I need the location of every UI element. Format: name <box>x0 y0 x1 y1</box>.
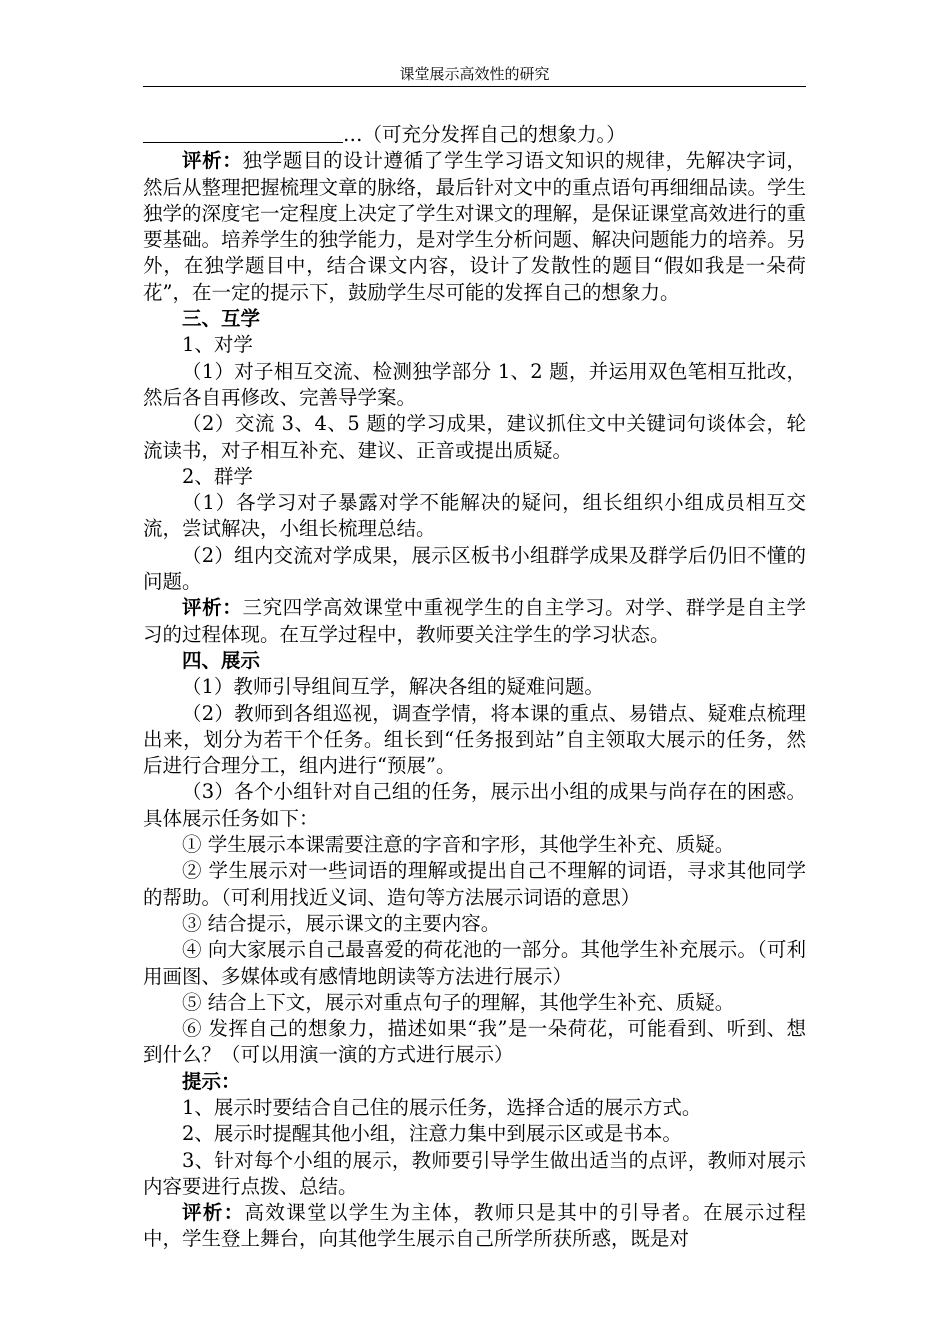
circled-item: ④ 向大家展示自己最喜爱的荷花池的一部分。其他学生补充展示。（可利用画图、多媒体或有感情地朗读等方法进行展示） <box>143 938 806 988</box>
tip-label: 提示： <box>182 1069 241 1093</box>
list-item: （1）教师引导组间互学，解决各组的疑难问题。 <box>182 675 604 699</box>
tip-item: 3、针对每个小组的展示，教师要引导学生做出适当的点评，教师对展示内容要进行点拨、总结。 <box>143 1148 806 1198</box>
analysis-text: 高效课堂以学生为主体，教师只是其中的引导者。在展示过程中，学生登上舞台，向其他学生展示自己所学所获所惑，既是对 <box>143 1201 806 1251</box>
list-item: （2）教师到各组巡视，调查学情，将本课的重点、易错点、疑难点梳理出来，划分为若干个任务。组长到“任务报到站”自主领取大展示的任务，然后进行合理分工，组内进行“预展”。 <box>143 701 806 778</box>
tip-item: 1、展示时要结合自己住的展示任务，选择合适的展示方式。 <box>182 1095 702 1119</box>
blank-line-text: …（可充分发挥自己的想象力。） <box>343 123 626 146</box>
fill-blank <box>143 124 343 143</box>
blank-line <box>143 122 806 148</box>
analysis-paragraph-3 <box>143 1200 806 1253</box>
section-heading-presentation: 四、展示 <box>182 648 261 672</box>
analysis-label: 评析： <box>182 1201 245 1225</box>
analysis-paragraph-2 <box>143 595 806 648</box>
page-header: 课堂展示高效性的研究 <box>399 65 550 83</box>
circled-item: ⑤ 结合上下文，展示对重点句子的理解，其他学生补充、质疑。 <box>182 990 735 1014</box>
subheading-group-learning: 2、群学 <box>182 464 253 488</box>
analysis-label: 评析： <box>182 149 243 173</box>
list-item: （1）对子相互交流、检测独学部分 1、2 题，并运用双色笔相互批改，然后各自再修改、完善导学案。 <box>143 359 806 409</box>
list-item: （3）各个小组针对自己组的任务，展示出小组的成果与尚存在的困惑。具体展示任务如下： <box>143 780 806 830</box>
document-body <box>143 122 806 1253</box>
header-rule <box>143 86 806 87</box>
list-item: （2）交流 3、4、5 题的学习成果，建议抓住文中关键词句谈体会，轮流读书，对子相互补充、建议、正音或提出质疑。 <box>143 412 806 462</box>
analysis-text: 独学题目的设计遵循了学生学习语文知识的规律，先解决字词，然后从整理把握梳理文章的脉络，最后针对文中的重点语句再细细品读。学生独学的深度宅一定程度上决定了学生对课文的理解，是保证课堂高效进行的重要基础。培养学生的独学能力，是对学生分析问题、解决问题能力的培养。另外，在独学题目中，结合课文内容，设计了发散性的题目“假如我是一朵荷花”，在一定的提示下，鼓励学生尽可能的发挥自己的想象力。 <box>143 149 807 304</box>
circled-item: ② 学生展示对一些词语的理解或提出自己不理解的词语，寻求其他同学的帮助。（可利用找近义词、造句等方法展示词语的意思） <box>143 859 806 909</box>
circled-item: ⑥ 发挥自己的想象力，描述如果“我”是一朵荷花，可能看到、听到、想到什么？（可以用演一演的方式进行展示） <box>143 1017 806 1067</box>
list-item: （2）组内交流对学成果，展示区板书小组群学成果及群学后仍旧不懂的问题。 <box>143 543 806 594</box>
list-item: （1）各学习对子暴露对学不能解决的疑问，组长组织小组成员相互交流，尝试解决，小组长梳理总结。 <box>143 491 806 541</box>
analysis-paragraph-1 <box>143 148 806 306</box>
section-heading-mutual-learning: 三、互学 <box>182 307 261 331</box>
circled-item: ③ 结合提示，展示课文的主要内容。 <box>182 911 501 935</box>
circled-item: ① 学生展示本课需要注意的字音和字形，其他学生补充、质疑。 <box>182 833 735 857</box>
subheading-pair-learning: 1、对学 <box>182 333 253 357</box>
analysis-label: 评析： <box>182 596 243 620</box>
tip-item: 2、展示时提醒其他小组，注意力集中到展示区或是书本。 <box>182 1122 682 1146</box>
analysis-text: 三究四学高效课堂中重视学生的自主学习。对学、群学是自主学习的过程体现。在互学过程中，教师要关注学生的学习状态。 <box>143 596 806 646</box>
